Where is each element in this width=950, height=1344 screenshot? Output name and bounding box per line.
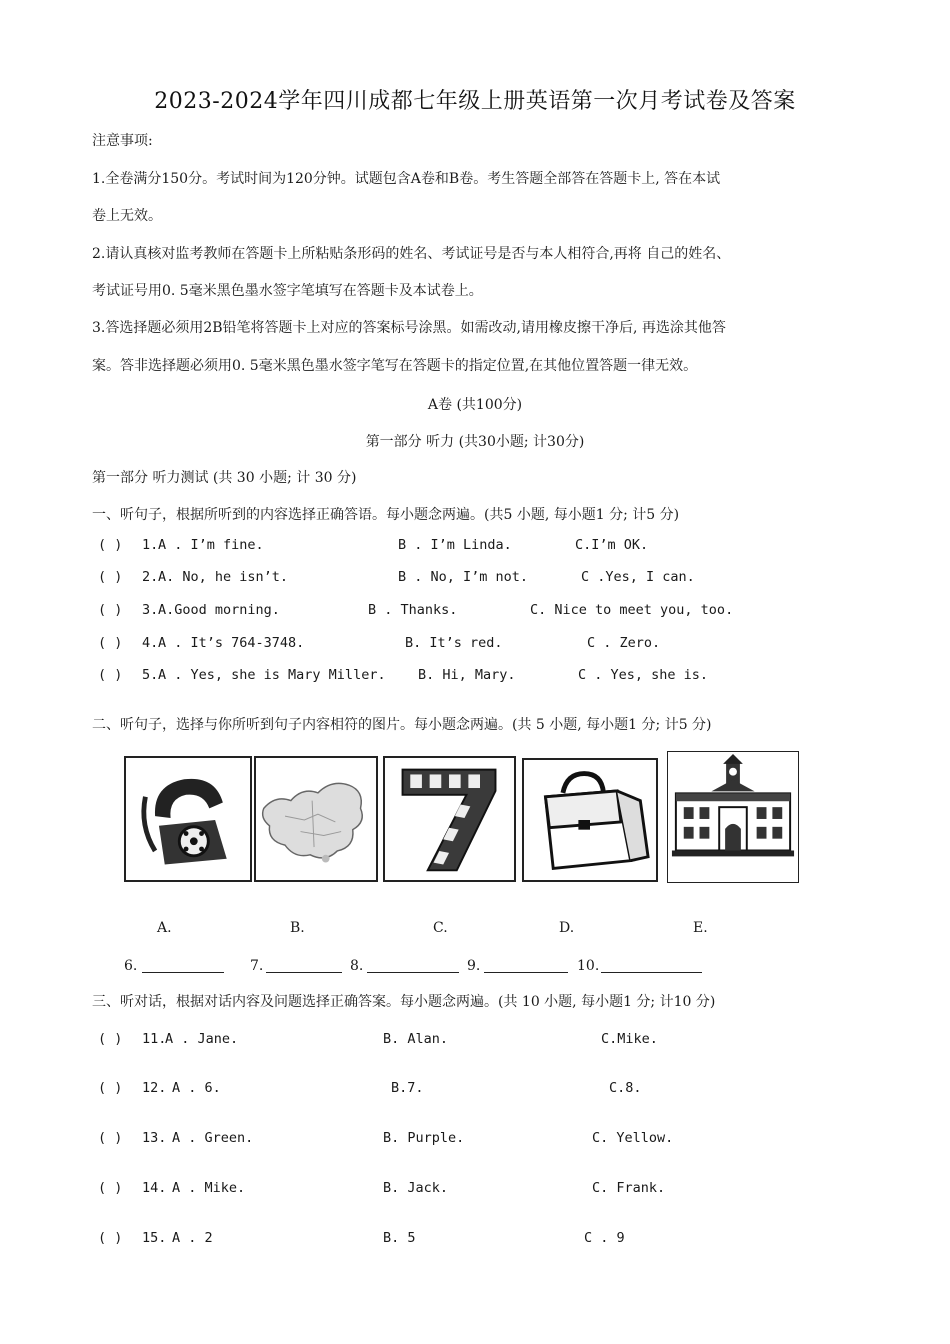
option-b: B. Alan. (383, 1031, 449, 1047)
option-b: B. 5 (383, 1230, 416, 1246)
paper-a-heading: A卷 (共100分) (427, 397, 523, 413)
option-a: A . 6. (172, 1080, 221, 1096)
question-number: 2. (142, 569, 159, 585)
blank-7-number: 7. (250, 958, 264, 974)
picture-label-e: E. (693, 920, 708, 936)
option-c: C.Mike. (601, 1031, 658, 1047)
blank-8-number: 8. (350, 958, 364, 974)
option-c: C. Nice to meet you, too. (530, 602, 734, 618)
answer-paren[interactable]: ( ) (98, 1180, 123, 1196)
china-map-icon (254, 756, 378, 882)
option-a: A . It’s 764-3748. (158, 635, 305, 651)
option-b: B . Thanks. (368, 602, 458, 618)
blank-6-number: 6. (124, 958, 138, 974)
option-a: A.Good morning. (158, 602, 280, 618)
page-title: 2023-2024学年四川成都七年级上册英语第一次月考试卷及答案 (154, 89, 796, 114)
option-b: B . I’m Linda. (398, 537, 512, 553)
answer-blank-10[interactable] (601, 958, 702, 973)
answer-blank-8[interactable] (367, 958, 459, 973)
option-c: C. Frank. (592, 1180, 666, 1196)
section-3-heading: 三、听对话，根据对话内容及问题选择正确答案。每小题念两遍。(共 10 小题, 每小题1 分; 计10 分) (92, 994, 716, 1010)
picture-label-d: D. (559, 920, 575, 936)
option-c: C .Yes, I can. (581, 569, 695, 585)
notice-item-1-line-2: 卷上无效。 (92, 208, 162, 224)
question-number: 12. (142, 1080, 167, 1096)
picture-label-a: A. (157, 920, 172, 936)
option-b: B. Jack. (383, 1180, 449, 1196)
option-c: C. Yellow. (592, 1130, 674, 1146)
option-b: B. Purple. (383, 1130, 465, 1146)
answer-paren[interactable]: ( ) (98, 667, 123, 683)
answer-paren[interactable]: ( ) (98, 1230, 123, 1246)
section-2-heading: 二、听句子，选择与你所听到句子内容相符的图片。每小题念两遍。(共 5 小题, 每小题1 分; 计5 分) (92, 717, 712, 733)
option-c: C.I’m OK. (575, 537, 649, 553)
answer-blank-6[interactable] (142, 958, 224, 973)
option-c: C.8. (609, 1080, 642, 1096)
option-b: B. It’s red. (405, 635, 503, 651)
telephone-icon (124, 756, 252, 882)
school-building-icon (667, 751, 799, 883)
question-number: 1. (142, 537, 159, 553)
option-b: B.7. (391, 1080, 424, 1096)
answer-paren[interactable]: ( ) (98, 537, 123, 553)
notice-heading: 注意事项: (92, 133, 153, 149)
answer-paren[interactable]: ( ) (98, 635, 123, 651)
answer-paren[interactable]: ( ) (98, 1130, 123, 1146)
option-a: A . I’m fine. (158, 537, 264, 553)
question-number: 13. (142, 1130, 167, 1146)
question-number: 14. (142, 1180, 167, 1196)
notice-item-3-line-2: 案。答非选择题必须用0. 5毫米黑色墨水签字笔写在答题卡的指定位置,在其他位置答题一律无效。 (92, 358, 698, 374)
option-a: A. No, he isn’t. (158, 569, 289, 585)
picture-label-c: C. (433, 920, 448, 936)
notice-item-2-line-1: 2.请认真核对监考教师在答题卡上所粘贴条形码的姓名、考试证号是否与本人相符合,再将 自己的姓名、 (92, 246, 731, 262)
answer-paren[interactable]: ( ) (98, 1080, 123, 1096)
answer-blank-7[interactable] (266, 958, 342, 973)
question-number: 15. (142, 1230, 167, 1246)
notice-item-2-line-2: 考试证号用0. 5毫米黑色墨水签字笔填写在答题卡及本试卷上。 (92, 283, 483, 299)
part-1-title: 第一部分 听力 (共30小题; 计30分) (365, 434, 585, 450)
picture-label-b: B. (290, 920, 305, 936)
answer-blank-9[interactable] (484, 958, 568, 973)
part-1-subtitle: 第一部分 听力测试 (共 30 小题; 计 30 分) (92, 470, 357, 486)
blank-9-number: 9. (467, 958, 481, 974)
answer-paren[interactable]: ( ) (98, 569, 123, 585)
question-number: 4. (142, 635, 159, 651)
option-a: A . Jane. (165, 1031, 239, 1047)
question-number: 11. (142, 1031, 167, 1047)
option-c: C . Zero. (587, 635, 661, 651)
notice-item-1-line-1: 1.全卷满分150分。考试时间为120分钟。试题包含A卷和B卷。考生答题全部答在答题卡上, 答在本试 (92, 171, 721, 187)
answer-paren[interactable]: ( ) (98, 602, 123, 618)
blank-10-number: 10. (577, 958, 600, 974)
answer-paren[interactable]: ( ) (98, 1031, 123, 1047)
school-bag-icon (522, 758, 658, 882)
option-b: B. Hi, Mary. (418, 667, 516, 683)
option-a: A . Green. (172, 1130, 254, 1146)
question-number: 3. (142, 602, 159, 618)
question-number: 5. (142, 667, 159, 683)
option-a: A . 2 (172, 1230, 213, 1246)
section-1-heading: 一、听句子，根据所听到的内容选择正确答语。每小题念两遍。(共5 小题, 每小题1 分; 计5 分) (92, 507, 680, 523)
option-c: C . Yes, she is. (578, 667, 709, 683)
option-b: B . No, I’m not. (398, 569, 529, 585)
option-a: A . Mike. (172, 1180, 246, 1196)
number-seven-icon (383, 756, 516, 882)
notice-item-3-line-1: 3.答选择题必须用2B铅笔将答题卡上对应的答案标号涂黑。如需改动,请用橡皮擦干净后, 再选涂其他答 (92, 320, 726, 336)
option-a: A . Yes, she is Mary Miller. (158, 667, 386, 683)
option-c: C . 9 (584, 1230, 625, 1246)
